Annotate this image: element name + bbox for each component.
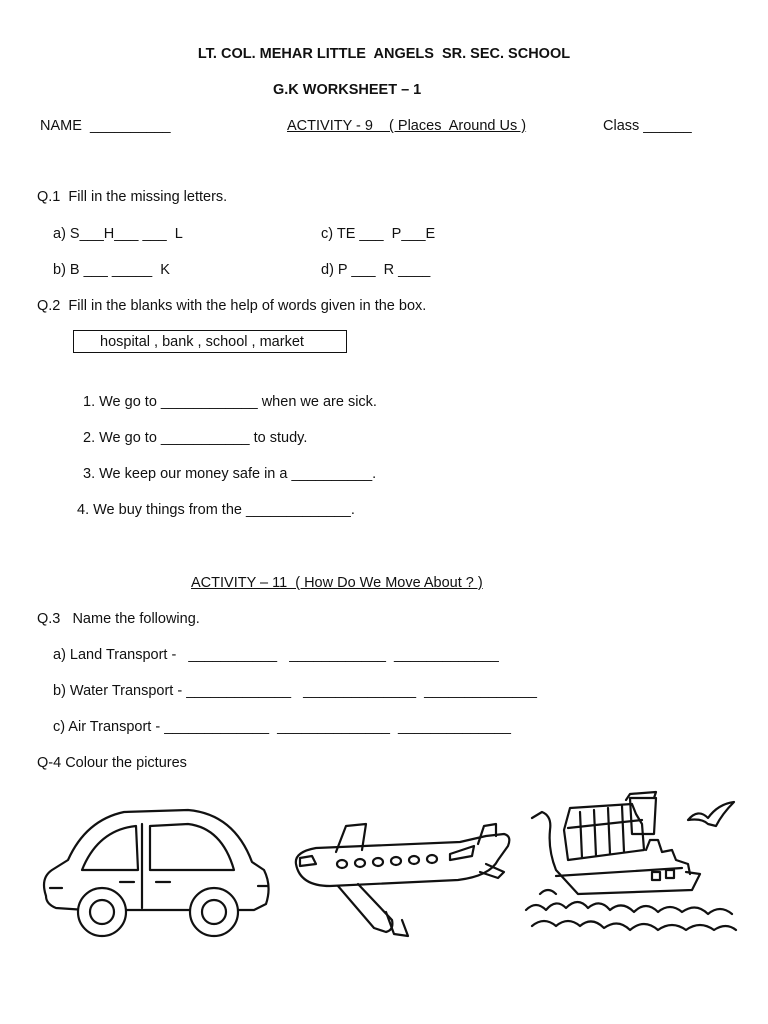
activity-11-heading: ACTIVITY – 11 ( How Do We Move About ? ) [191,575,483,591]
q1-item-c: c) TE ___ P___E [321,226,436,242]
q1-item-b: b) B ___ _____ K [53,262,170,278]
q3-land-transport: a) Land Transport - ___________ ____________ _____________ [53,647,499,663]
q2-sentence-2: 2. We go to ___________ to study. [83,430,308,446]
q3-air-transport: c) Air Transport - _____________ ______________ ______________ [53,719,511,735]
q2-title: Q.2 Fill in the blanks with the help of words given in the box. [37,298,427,314]
q1-title: Q.1 Fill in the missing letters. [37,189,228,205]
word-box-text: hospital , bank , school , market [100,334,304,350]
q3-title: Q.3 Name the following. [37,611,200,627]
class-field: Class ______ [603,118,692,134]
airplane-icon [290,820,515,940]
name-field: NAME __________ [40,118,171,134]
q2-sentence-1: 1. We go to ____________ when we are sick. [83,394,377,410]
q3-water-transport: b) Water Transport - _____________ ______________ ______________ [53,683,537,699]
boat-icon [522,790,740,940]
q2-sentence-4: 4. We buy things from the _____________. [77,502,355,518]
activity-9-heading: ACTIVITY - 9 ( Places Around Us ) [287,118,527,134]
q1-item-d: d) P ___ R ____ [321,262,431,278]
school-name: LT. COL. MEHAR LITTLE ANGELS SR. SEC. SCHOOL [197,46,571,62]
q2-sentence-3: 3. We keep our money safe in a __________. [83,466,377,482]
q1-item-a: a) S___H___ ___ L [53,226,183,242]
car-icon [38,808,272,940]
worksheet-title: G.K WORKSHEET – 1 [273,82,422,98]
q4-title: Q-4 Colour the pictures [37,755,187,771]
